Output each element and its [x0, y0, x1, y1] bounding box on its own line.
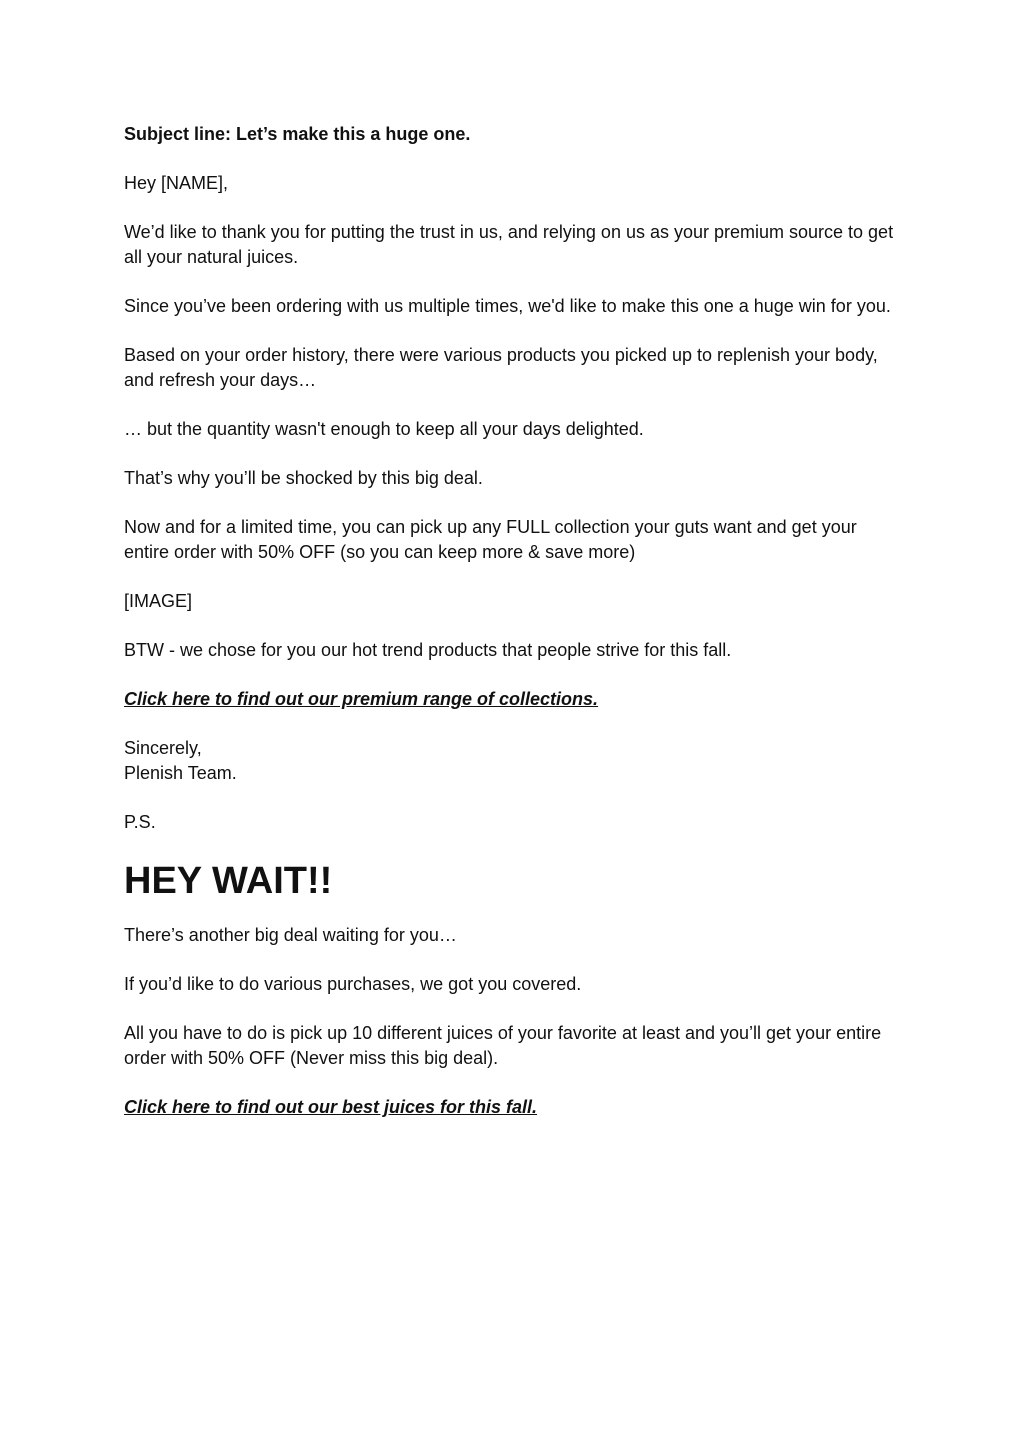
- ps-label: P.S.: [124, 812, 156, 832]
- image-placeholder: [IMAGE]: [124, 591, 193, 611]
- paragraph-offer: Now and for a limited time, you can pick up any FULL collection your guts want and get your entire order with 50% OFF (so you can keep more & save more): [124, 517, 857, 562]
- cta-link-best-juices[interactable]: Click here to find out our best juices for this fall.: [124, 1097, 538, 1117]
- paragraph-quantity: … but the quantity wasn't enough to keep all your days delighted.: [124, 419, 644, 439]
- email-document: [124, 122, 904, 1144]
- paragraph-various-purchases: If you’d like to do various purchases, we got you covered.: [124, 974, 582, 994]
- paragraph-multiple-orders: Since you’ve been ordering with us multiple times, we'd like to make this one a huge win for you.: [124, 296, 891, 316]
- signature: [124, 736, 904, 786]
- greeting: Hey [NAME],: [124, 173, 229, 193]
- paragraph-order-history: Based on your order history, there were various products you picked up to replenish your body, and refresh your days…: [124, 345, 878, 390]
- sign-off: Sincerely,: [124, 738, 202, 758]
- paragraph-ten-juices: All you have to do is pick up 10 different juices of your favorite at least and you’ll get your entire order with 50% OFF (Never miss this big deal).: [124, 1023, 882, 1068]
- headline: HEY WAIT!!: [124, 860, 333, 902]
- paragraph-another-deal: There’s another big deal waiting for you…: [124, 925, 457, 945]
- sender-name: Plenish Team.: [124, 763, 237, 783]
- paragraph-btw: BTW - we chose for you our hot trend products that people strive for this fall.: [124, 640, 732, 660]
- paragraph-thanks: We’d like to thank you for putting the trust in us, and relying on us as your premium source to get all your natural juices.: [124, 222, 894, 267]
- cta-link-collections[interactable]: Click here to find out our premium range of collections.: [124, 689, 599, 709]
- paragraph-big-deal: That’s why you’ll be shocked by this big deal.: [124, 468, 483, 488]
- subject-line: Subject line: Let’s make this a huge one.: [124, 124, 471, 144]
